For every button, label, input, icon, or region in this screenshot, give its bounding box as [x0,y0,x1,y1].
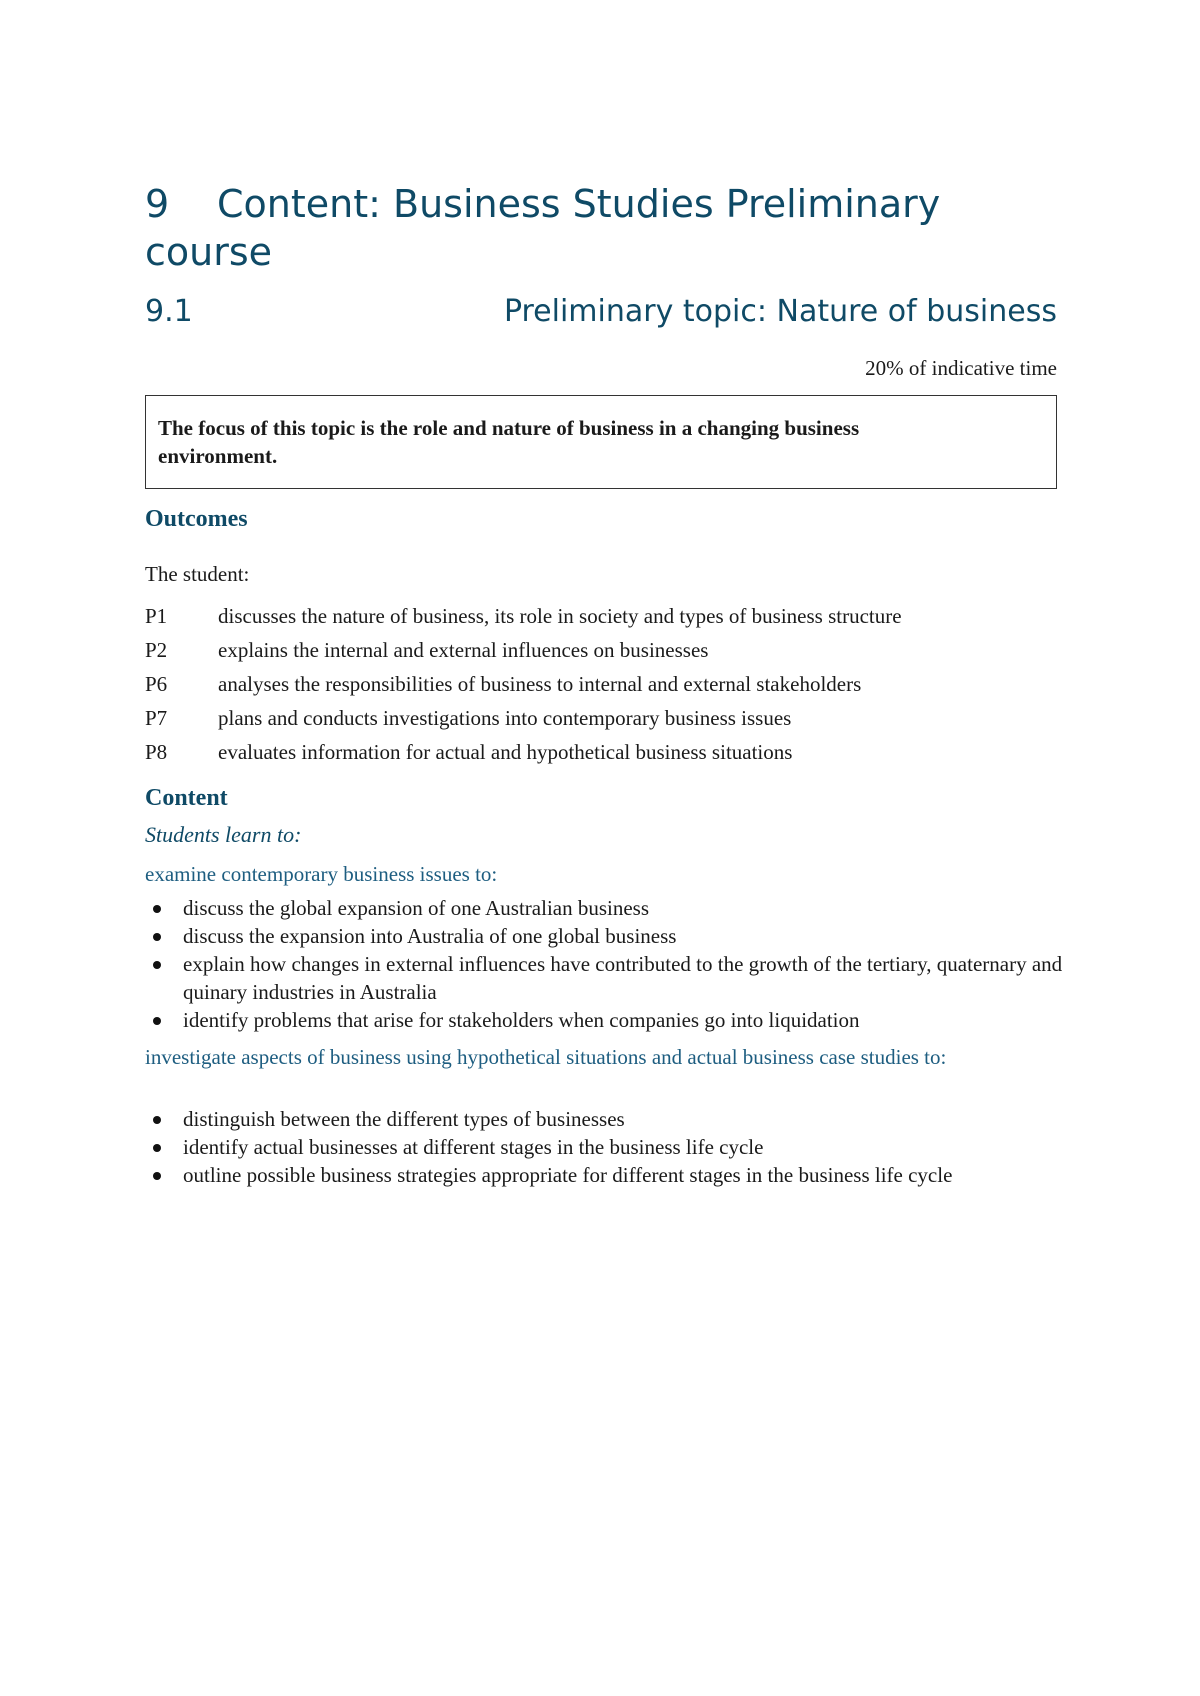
outcome-text: plans and conducts investigations into contemporary business issues [218,706,792,730]
chapter-title: Content: Business Studies Preliminary course [145,182,941,274]
bullet-icon [153,1144,161,1152]
list-item-text: discuss the expansion into Australia of one global business [183,924,677,948]
focus-text: The focus of this topic is the role and nature of business in a changing business environment. [158,416,860,468]
list-item-text: identify actual businesses at different stages in the business life cycle [183,1135,764,1159]
list-item [145,950,1065,1006]
list-item-text: identify problems that arise for stakeholders when companies go into liquidation [183,1008,860,1032]
students-learn-label: Students learn to: [145,822,302,847]
indicative-time: 20% of indicative time [865,356,1057,380]
outcome-item [145,634,1075,668]
outcome-code: P8 [145,740,168,764]
outcomes-list [145,600,1075,770]
outcome-item [145,668,1075,702]
outcome-text: explains the internal and external influences on businesses [218,638,709,662]
focus-box [145,395,1057,489]
list-item [145,894,1065,922]
list-item-text: distinguish between the different types of businesses [183,1107,625,1131]
list-item [145,1105,1065,1133]
outcome-code: P1 [145,604,168,628]
list-item-text: discuss the global expansion of one Australian business [183,896,650,920]
outcome-code: P2 [145,638,168,662]
list-item [145,1161,1065,1189]
content-group-title: investigate aspects of business using hypothetical situations and actual business case studies to: [145,1045,947,1069]
outcome-text: analyses the responsibilities of business to internal and external stakeholders [218,672,862,696]
outcome-item [145,702,1075,736]
chapter-heading [145,180,1025,276]
content-group-title: examine contemporary business issues to: [145,862,498,886]
list-item-text: explain how changes in external influences have contributed to the growth of the tertiary, quaternary and quinary industries in Australia [183,952,1063,1004]
bullet-list [145,894,1065,1034]
outcome-item [145,600,1075,634]
list-item-text: outline possible business strategies appropriate for different stages in the business life cycle [183,1163,953,1187]
bullet-icon [153,933,161,941]
topic-heading [145,293,1057,331]
content-heading: Content [145,785,228,811]
outcome-text: discusses the nature of business, its role in society and types of business structure [218,604,902,628]
bullet-icon [153,1017,161,1025]
outcomes-intro: The student: [145,562,250,586]
outcome-text: evaluates information for actual and hypothetical business situations [218,740,793,764]
bullet-icon [153,1172,161,1180]
list-item [145,1006,1065,1034]
outcome-code: P7 [145,706,168,730]
bullet-icon [153,961,161,969]
outcome-code: P6 [145,672,168,696]
topic-title: Preliminary topic: Nature of business [503,294,1057,329]
bullet-icon [153,905,161,913]
list-item [145,1133,1065,1161]
chapter-number: 9 [145,182,170,226]
outcome-item [145,736,1075,770]
bullet-list [145,1105,1065,1189]
outcomes-heading: Outcomes [145,506,248,532]
topic-number: 9.1 [145,294,193,329]
bullet-icon [153,1116,161,1124]
list-item [145,922,1065,950]
